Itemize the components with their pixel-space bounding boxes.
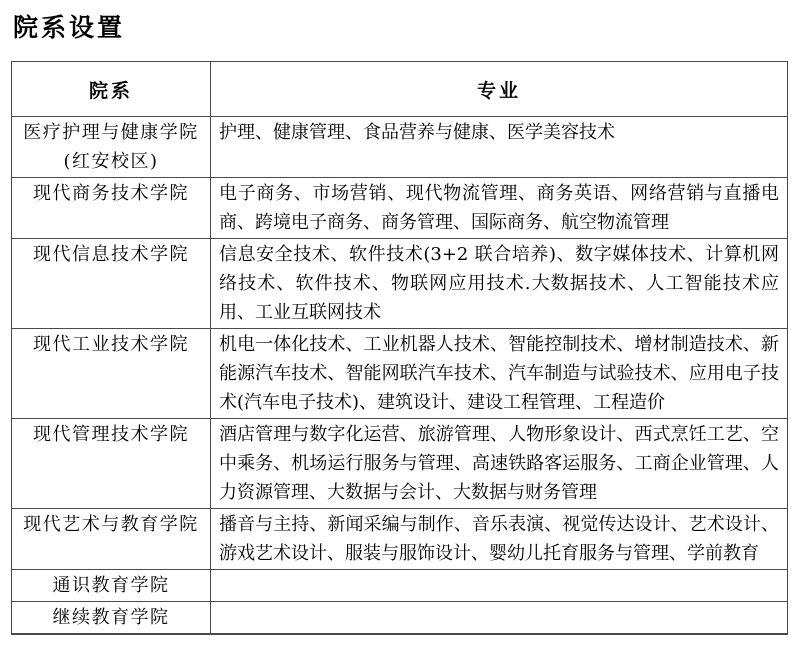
- table-row: [12, 117, 788, 178]
- majors-cell: 电子商务、市场营销、现代物流管理、商务英语、网络营销与直播电商、跨境电子商务、商务管理、国际商务、航空物流管理: [211, 178, 788, 239]
- department-line: (红安校区): [63, 151, 159, 172]
- department-line: 现代管理技术学院: [33, 424, 189, 445]
- department-cell: [12, 419, 211, 509]
- table-row: [12, 509, 788, 570]
- department-line: 现代信息技术学院: [33, 244, 189, 265]
- header-majors: 专业: [211, 62, 788, 117]
- majors-cell: [211, 570, 788, 602]
- department-line: 医疗护理与健康学院: [23, 122, 199, 143]
- majors-cell: 播音与主持、新闻采编与制作、音乐表演、视觉传达设计、艺术设计、游戏艺术设计、服装与服饰设计、婴幼儿托育服务与管理、学前教育: [211, 509, 788, 570]
- table-row: [12, 329, 788, 419]
- department-cell: [12, 178, 211, 239]
- majors-cell: 酒店管理与数字化运营、旅游管理、人物形象设计、西式烹饪工艺、空中乘务、机场运行服务与管理、高速铁路客运服务、工商企业管理、人力资源管理、大数据与会计、大数据与财务管理: [211, 419, 788, 509]
- department-cell: [12, 509, 211, 570]
- table-header-row: [12, 62, 788, 117]
- department-line: 现代工业技术学院: [33, 334, 189, 355]
- department-line: 通识教育学院: [52, 575, 170, 596]
- department-line: 现代艺术与教育学院: [23, 514, 199, 535]
- majors-cell: 机电一体化技术、工业机器人技术、智能控制技术、增材制造技术、新能源汽车技术、智能网联汽车技术、汽车制造与试验技术、应用电子技术(汽车电子技术)、建筑设计、建设工程管理、工程造价: [211, 329, 788, 419]
- majors-cell: 信息安全技术、软件技术(3+2 联合培养)、数字媒体技术、计算机网络技术、软件技术、物联网应用技术.大数据技术、人工智能技术应用、工业互联网技术: [211, 239, 788, 329]
- majors-cell: 护理、健康管理、食品营养与健康、医学美容技术: [211, 117, 788, 178]
- table-row: [12, 419, 788, 509]
- department-line: 继续教育学院: [52, 607, 170, 628]
- table-row: [12, 570, 788, 602]
- department-cell: [12, 117, 211, 178]
- table-body: [12, 117, 788, 635]
- table-row: [12, 239, 788, 329]
- department-cell: [12, 602, 211, 635]
- table-row: [12, 178, 788, 239]
- department-line: 现代商务技术学院: [33, 183, 189, 204]
- department-cell: [12, 329, 211, 419]
- table-row: [12, 602, 788, 635]
- department-cell: [12, 239, 211, 329]
- department-cell: [12, 570, 211, 602]
- majors-cell: [211, 602, 788, 635]
- page-title: 院系设置: [13, 13, 126, 42]
- header-department: 院系: [12, 62, 211, 117]
- department-table: [11, 61, 788, 635]
